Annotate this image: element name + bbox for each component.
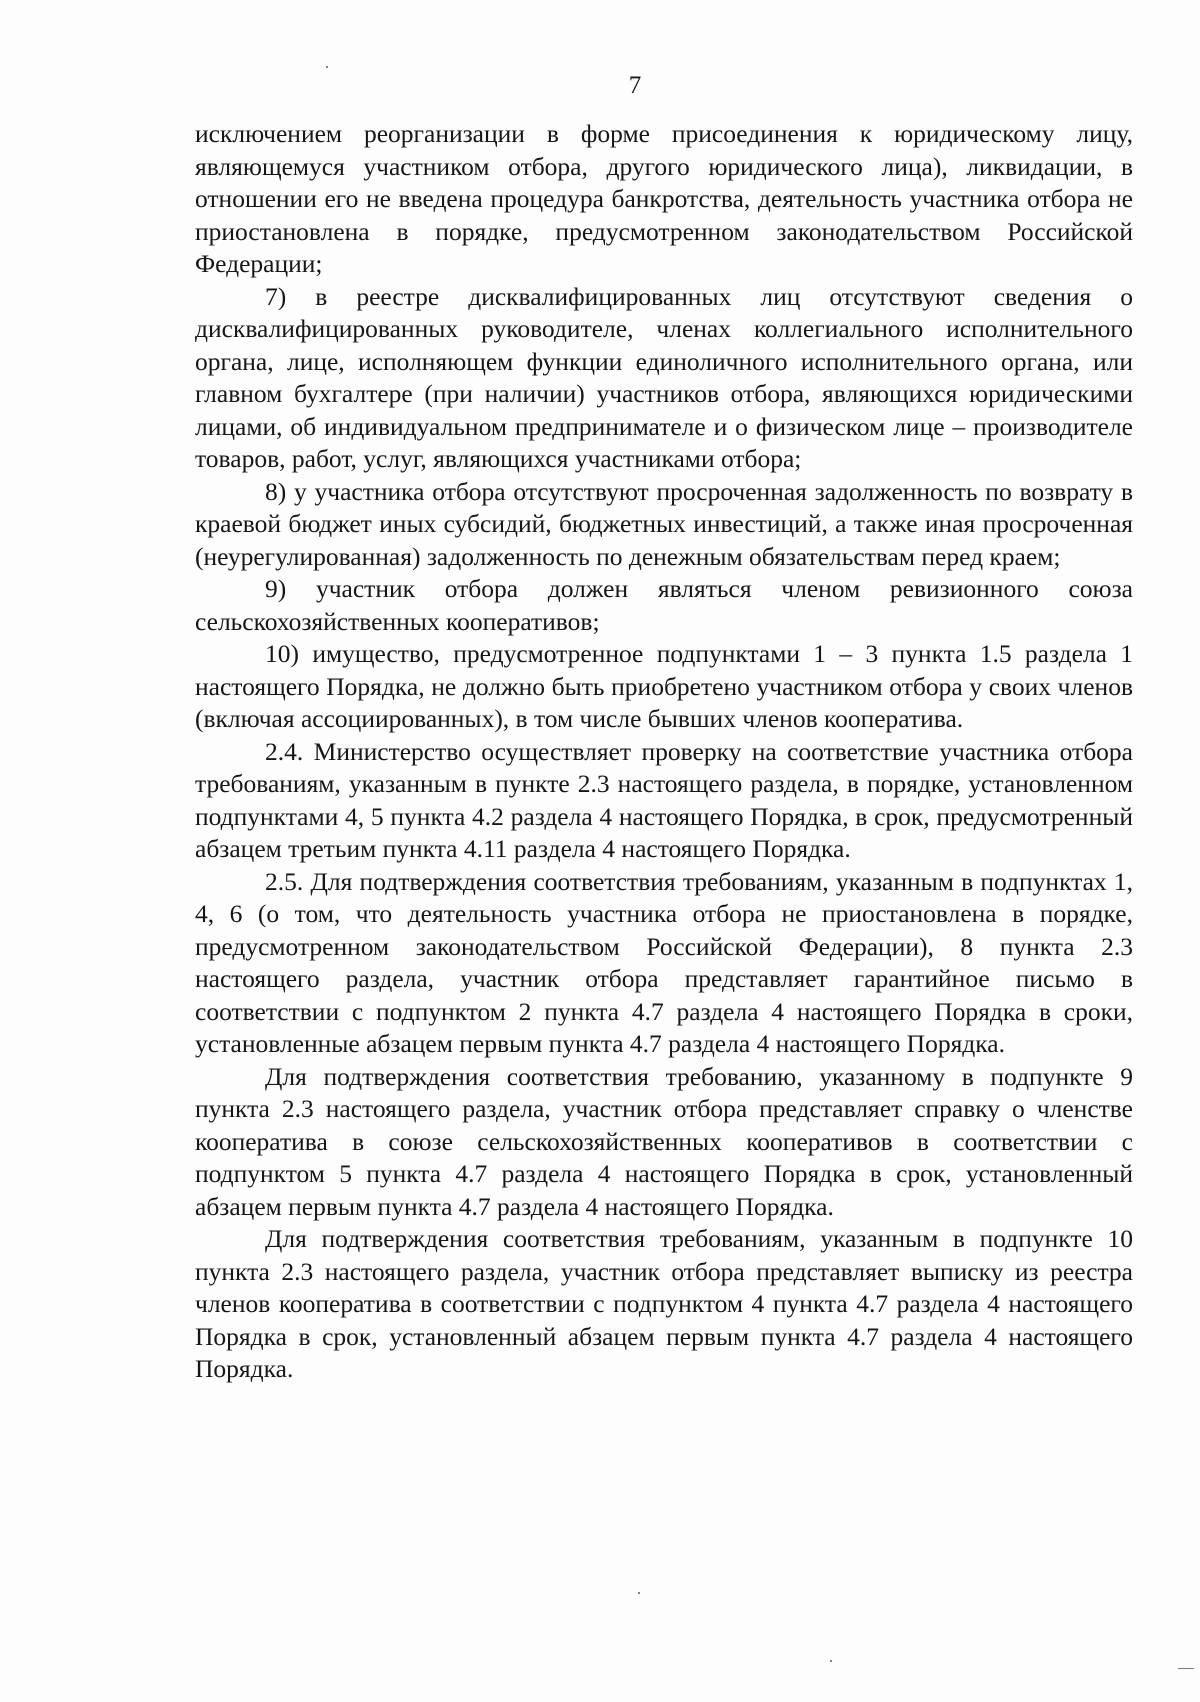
paragraph-continuation: исключением реорганизации в форме присоединения к юридическому лицу, являющемуся участником отбора, другого юридического лица), ликвидации, в отношении его не введена процедура банкротства, деятельность участника отбора не приостановлена в порядке, предусмотренном законодательством Российской Федерации; [195,119,1133,278]
paragraph-item-10: 10) имущество, предусмотренное подпунктами 1 – 3 пункта 1.5 раздела 1 настоящего Порядка, не должно быть приобретено участником отбора у своих членов (включая ассоциированных), в том числе бывших членов кооператива. [195,639,1133,733]
paragraph-item-10-confirmation: Для подтверждения соответствия требованиям, указанным в подпункте 10 пункта 2.3 настоящего раздела, участник отбора представляет выписку из реестра членов кооператива в соответствии с подпунктом 4 пункта 4.7 раздела 4 настоящего Порядка в срок, установленный абзацем первым пункта 4.7 раздела 4 настоящего Порядка. [195,1224,1133,1383]
page-number: 7 [628,72,642,99]
paragraph-2-5: 2.5. Для подтверждения соответствия требованиям, указанным в подпунктах 1, 4, 6 (о том, что деятельность участника отбора не приостановлена в порядке, предусмотренном законодательством Российской Федерации), 8 пункта 2.3 настоящего раздела, участник отбора представляет гарантийное письмо в соответствии с подпунктом 2 пункта 4.7 раздела 4 настоящего Порядка в сроки, установленные абзацем первым пункта 4.7 раздела 4 настоящего Порядка. [195,866,1133,1058]
scan-speck [638,1592,640,1594]
paragraph-2-4: 2.4. Министерство осуществляет проверку на соответствие участника отбора требованиям, указанным в пункте 2.3 настоящего раздела, в порядке, установленном подпунктами 4, 5 пункта 4.2 раздела 4 настоящего Порядка, в срок, предусмотренный абзацем третьим пункта 4.11 раздела 4 настоящего Порядка. [195,736,1133,863]
paragraph-item-9: 9) участник отбора должен являться членом ревизионного союза сельскохозяйственных кооперативов; [195,574,1133,636]
paragraph-item-8: 8) у участника отбора отсутствуют просроченная задолженность по возврату в краевой бюджет иных субсидий, бюджетных инвестиций, а также иная просроченная (неурегулированная) задолженность по денежным обязательствам перед краем; [195,476,1133,571]
document-body [195,118,1133,1386]
scan-edge-mark [1178,1668,1194,1669]
paragraph-item-7: 7) в реестре дисквалифицированных лиц отсутствуют сведения о дисквалифицированных руководителе, членах коллегиального исполнительного органа, лице, исполняющем функции единоличного исполнительного органа, или главном бухгалтере (при наличии) участников отбора, являющихся юридическими лицами, об индивидуальном предпринимателе и о физическом лице – производителе товаров, работ, услуг, являющихся участниками отбора; [195,281,1133,473]
scan-speck [830,1660,832,1662]
scan-speck [326,66,328,68]
paragraph-item-9-confirmation: Для подтверждения соответствия требованию, указанному в подпункте 9 пункта 2.3 настоящего раздела, участник отбора представляет справку о членстве кооператива в союзе сельскохозяйственных кооперативов в соответствии с подпунктом 5 пункта 4.7 раздела 4 настоящего Порядка в срок, установленный абзацем первым пункта 4.7 раздела 4 настоящего Порядка. [195,1061,1133,1221]
